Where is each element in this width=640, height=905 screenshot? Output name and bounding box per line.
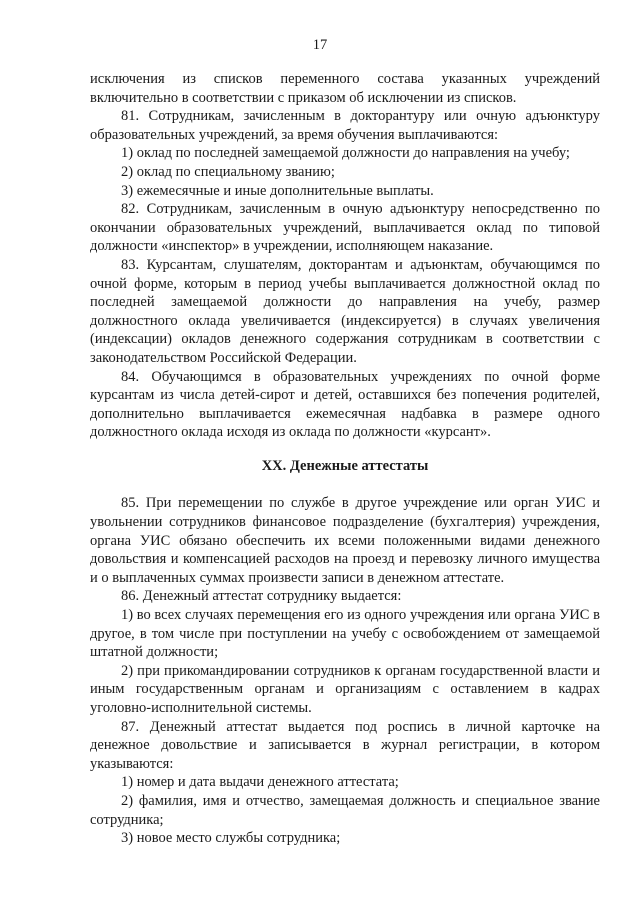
paragraph-81-2: 2) оклад по специальному званию; — [121, 163, 335, 180]
paragraph-84: 84. Обучающимся в образовательных учреждениях по очной форме курсантам из числа детей-сирот и детей, оставшихся без попечения родителей, дополнительно выплачивается ежемесячная надбавка в размере одного должностного оклада исходя из оклада по должности «курсант». — [90, 368, 600, 441]
paragraph-87-2: 2) фамилия, имя и отчество, замещаемая должность и специальное звание сотрудника; — [90, 792, 600, 828]
paragraph-85: 85. При перемещении по службе в другое учреждение или орган УИС и увольнении сотрудников финансовое подразделение (бухгалтерия) учреждения, органа УИС обязано обеспечить их всеми положенными видами денежного довольствия и компенсацией расходов на проезд и перевозку личного имущества и о выплаченных суммах произвести записи в денежном аттестате. — [90, 495, 600, 586]
section-heading: XX. Денежные аттестаты — [261, 457, 429, 474]
paragraph-86-1: 1) во всех случаях перемещения его из одного учреждения или органа УИС в другое, в том числе при поступлении на учебу с освобождением от замещаемой штатной должности; — [90, 607, 600, 661]
paragraph-83: 83. Курсантам, слушателям, докторантам и адъюнктам, обучающимся по очной форме, которым в период учебы выплачивается должностной оклад по последней замещаемой должности до направления на учебу, размер должностного оклада увеличивается (индексируется) в случаях увеличения (индексации) окладов денежного содержания сотрудникам в соответствии с законодательством Российской Федерации. — [90, 256, 600, 366]
paragraph-86-2: 2) при прикомандировании сотрудников к органам государственной власти и иным государственным органам и организациям с оставлением в кадрах уголовно-исполнительной системы. — [90, 662, 600, 716]
page-number: 17 — [312, 37, 328, 53]
paragraph-87: 87. Денежный аттестат выдается под роспись в личной карточке на денежное довольствие и записывается в журнал регистрации, в котором указываются: — [90, 718, 600, 772]
paragraph-82: 82. Сотрудникам, зачисленным в очную адъюнктуру непосредственно по окончании образовательных учреждений, выплачивается оклад по типовой должности «инспектор» в учреждении, исполняющем наказание. — [90, 201, 600, 255]
paragraph-81: 81. Сотрудникам, зачисленным в докторантуру или очную адъюнктуру образовательных учреждений, за время обучения выплачиваются: — [90, 108, 600, 143]
paragraph-87-1: 1) номер и дата выдачи денежного аттестата; — [121, 774, 399, 791]
paragraph-continuation: исключения из списков переменного состава указанных учреждений включительно в соответствии с приказом об исключении из списков. — [90, 71, 600, 106]
paragraph-81-3: 3) ежемесячные и иные дополнительные выплаты. — [121, 182, 434, 199]
paragraph-87-3: 3) новое место службы сотрудника; — [121, 830, 341, 847]
paragraph-86: 86. Денежный аттестат сотруднику выдается: — [121, 588, 402, 605]
paragraphs-before-section — [90, 70, 600, 442]
paragraph-81-1: 1) оклад по последней замещаемой должности до направления на учебу; — [121, 145, 570, 162]
document-body — [90, 70, 600, 848]
paragraphs-after-section — [90, 494, 600, 847]
